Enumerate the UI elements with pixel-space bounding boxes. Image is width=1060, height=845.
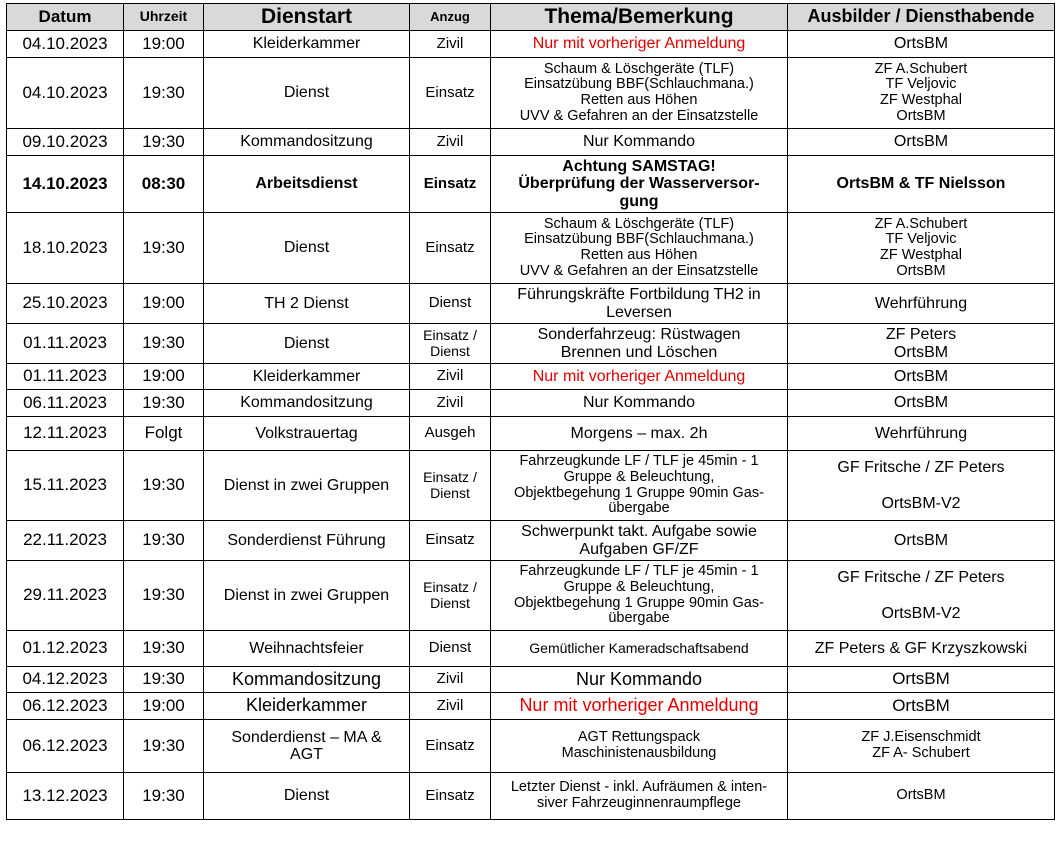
- thema-line: Gruppe & Beleuchtung,: [563, 468, 715, 485]
- anzug-line: Einsatz /: [423, 469, 477, 486]
- thema-line: Maschinistenausbildung: [561, 745, 717, 761]
- anzug-line: Dienst: [428, 294, 472, 312]
- dienstart-line: Kleiderkammer: [252, 367, 361, 385]
- ausbilder-line: OrtsBM: [893, 531, 949, 549]
- thema-line: Nur Kommando: [582, 133, 696, 151]
- ausbilder-line: ZF Westphal: [880, 92, 962, 108]
- thema-line: Überprüfung der Wasserversor-: [518, 175, 760, 193]
- cell-datum: 06.12.2023: [7, 693, 124, 720]
- header-thema: Thema/Bemerkung: [491, 4, 788, 31]
- ausbilder-line: OrtsBM: [892, 669, 950, 689]
- cell-thema: [491, 451, 788, 521]
- thema-line: Aufgaben GF/ZF: [579, 540, 699, 558]
- cell-ausbilder: [788, 390, 1055, 417]
- cell-ausbilder: [788, 58, 1055, 129]
- cell-thema: [491, 129, 788, 156]
- header-row: [7, 4, 1055, 31]
- thema-line: Letzter Dienst - inkl. Aufräumen & inten-: [510, 779, 768, 796]
- cell-datum: 06.11.2023: [7, 390, 124, 417]
- thema-line: Nur mit vorheriger Anmeldung: [519, 695, 759, 716]
- dienstart-line: Kommandositzung: [240, 133, 373, 151]
- cell-datum: 06.12.2023: [7, 720, 124, 773]
- anzug-line: Dienst: [430, 594, 470, 611]
- ausbilder-line: OrtsBM: [896, 787, 946, 804]
- ausbilder-line: ZF Peters & GF Krzyszkowski: [814, 639, 1028, 657]
- thema-line: übergabe: [608, 610, 670, 627]
- cell-uhrzeit: 19:30: [124, 773, 204, 820]
- header-ausbilder: Ausbilder / Diensthabende: [788, 4, 1055, 31]
- dienstart-line: Dienst: [283, 787, 330, 805]
- cell-dienstart: [204, 324, 410, 364]
- table-row: [7, 156, 1055, 213]
- cell-dienstart: [204, 720, 410, 773]
- cell-datum: 09.10.2023: [7, 129, 124, 156]
- table-row: [7, 58, 1055, 129]
- cell-datum: 04.10.2023: [7, 58, 124, 129]
- ausbilder-line: OrtsBM-V2: [881, 604, 961, 622]
- cell-datum: 04.12.2023: [7, 667, 124, 693]
- thema-line: Brennen und Löschen: [560, 343, 718, 361]
- cell-uhrzeit: 19:30: [124, 561, 204, 631]
- cell-dienstart: [204, 667, 410, 693]
- cell-thema: [491, 773, 788, 820]
- cell-dienstart: [204, 451, 410, 521]
- cell-thema: [491, 720, 788, 773]
- table-row: [7, 451, 1055, 521]
- thema-line: Fahrzeugkunde LF / TLF je 45min - 1: [519, 453, 759, 470]
- cell-anzug: [410, 417, 491, 451]
- cell-uhrzeit: 19:30: [124, 324, 204, 364]
- ausbilder-line: OrtsBM: [893, 394, 949, 412]
- cell-anzug: [410, 390, 491, 417]
- table-row: [7, 364, 1055, 390]
- dienstart-line: Dienst: [283, 239, 330, 257]
- thema-line: Nur mit vorheriger Anmeldung: [532, 367, 746, 385]
- cell-uhrzeit: Folgt: [124, 417, 204, 451]
- cell-thema: [491, 667, 788, 693]
- dienstart-line: Kleiderkammer: [245, 695, 368, 716]
- cell-datum: 12.11.2023: [7, 417, 124, 451]
- ausbilder-line: GF Fritsche / ZF Peters: [837, 459, 1005, 477]
- thema-line: Schaum & Löschgeräte (TLF): [543, 215, 735, 232]
- cell-anzug: [410, 324, 491, 364]
- anzug-line: Zivil: [436, 696, 464, 714]
- cell-dienstart: [204, 390, 410, 417]
- cell-anzug: [410, 561, 491, 631]
- cell-ausbilder: [788, 156, 1055, 213]
- cell-thema: [491, 364, 788, 390]
- ausbilder-line: OrtsBM: [893, 367, 949, 385]
- table-row: [7, 284, 1055, 324]
- ausbilder-line: OrtsBM: [893, 133, 949, 151]
- cell-uhrzeit: 19:30: [124, 521, 204, 561]
- dienstart-line: Dienst: [283, 334, 330, 352]
- table-row: [7, 417, 1055, 451]
- cell-dienstart: [204, 521, 410, 561]
- cell-anzug: [410, 58, 491, 129]
- table-row: [7, 773, 1055, 820]
- cell-anzug: [410, 129, 491, 156]
- cell-dienstart: [204, 561, 410, 631]
- thema-line: siver Fahrzeuginnenraumpflege: [537, 795, 741, 811]
- thema-line: Retten aus Höhen: [580, 247, 698, 263]
- table-row: [7, 720, 1055, 773]
- thema-line: Fahrzeugkunde LF / TLF je 45min - 1: [519, 563, 759, 580]
- cell-thema: [491, 31, 788, 58]
- thema-line: Einsatzübung BBF(Schlauchmana.): [524, 231, 754, 248]
- dienstart-line: Dienst in zwei Gruppen: [223, 476, 390, 494]
- cell-thema: [491, 693, 788, 720]
- thema-line: Sonderfahrzeug: Rüstwagen: [537, 326, 741, 344]
- ausbilder-line: OrtsBM-V2: [881, 494, 961, 512]
- cell-uhrzeit: 19:30: [124, 213, 204, 284]
- thema-line: Gemütlicher Kameradschaftsabend: [529, 639, 749, 656]
- cell-dienstart: [204, 364, 410, 390]
- cell-ausbilder: [788, 667, 1055, 693]
- anzug-line: Zivil: [436, 367, 464, 385]
- cell-uhrzeit: 08:30: [124, 156, 204, 213]
- dienstart-line: AGT: [290, 746, 323, 763]
- cell-ausbilder: [788, 364, 1055, 390]
- cell-datum: 15.11.2023: [7, 451, 124, 521]
- thema-line: Einsatzübung BBF(Schlauchmana.): [524, 76, 754, 93]
- anzug-line: Einsatz: [425, 786, 475, 804]
- thema-line: Gruppe & Beleuchtung,: [563, 578, 715, 595]
- cell-thema: [491, 521, 788, 561]
- cell-ausbilder: [788, 129, 1055, 156]
- cell-datum: 18.10.2023: [7, 213, 124, 284]
- table-row: [7, 213, 1055, 284]
- dienstart-line: Arbeitsdienst: [255, 175, 358, 193]
- cell-ausbilder: [788, 31, 1055, 58]
- cell-thema: [491, 284, 788, 324]
- cell-ausbilder: [788, 561, 1055, 631]
- cell-thema: [491, 156, 788, 213]
- cell-ausbilder: [788, 631, 1055, 667]
- header-anzug: Anzug: [410, 4, 491, 31]
- ausbilder-line: ZF A.Schubert: [874, 215, 968, 232]
- thema-line: Objektbegehung 1 Gruppe 90min Gas-: [514, 484, 764, 501]
- cell-thema: [491, 390, 788, 417]
- cell-datum: 01.11.2023: [7, 364, 124, 390]
- thema-line: AGT Rettungspack: [577, 729, 701, 746]
- cell-dienstart: [204, 631, 410, 667]
- anzug-line: Einsatz /: [423, 579, 477, 596]
- dienstart-line: TH 2 Dienst: [264, 294, 349, 312]
- table-row: [7, 561, 1055, 631]
- ausbilder-line: GF Fritsche / ZF Peters: [837, 569, 1005, 587]
- cell-uhrzeit: 19:00: [124, 364, 204, 390]
- ausbilder-line: TF Veljovic: [885, 231, 957, 248]
- cell-anzug: [410, 284, 491, 324]
- ausbilder-line: OrtsBM: [892, 695, 950, 715]
- anzug-line: Einsatz: [425, 736, 475, 754]
- thema-line: UVV & Gefahren an der Einsatzstelle: [519, 262, 759, 279]
- ausbilder-line: ZF A- Schubert: [872, 745, 970, 761]
- cell-dienstart: [204, 31, 410, 58]
- dienstart-line: Kleiderkammer: [252, 35, 361, 53]
- dienstart-line: Volkstrauertag: [255, 424, 358, 442]
- thema-line: gung: [619, 192, 659, 210]
- cell-anzug: [410, 213, 491, 284]
- thema-line: Morgens – max. 2h: [570, 424, 708, 442]
- thema-line: UVV & Gefahren an der Einsatzstelle: [519, 107, 759, 124]
- cell-uhrzeit: 19:30: [124, 667, 204, 693]
- thema-line: Nur Kommando: [575, 668, 703, 689]
- duty-schedule-table: [6, 3, 1055, 820]
- dienstart-line: Sonderdienst Führung: [227, 531, 386, 549]
- cell-datum: 22.11.2023: [7, 521, 124, 561]
- cell-thema: [491, 631, 788, 667]
- cell-anzug: [410, 667, 491, 693]
- table-row: [7, 693, 1055, 720]
- cell-anzug: [410, 720, 491, 773]
- thema-line: Leversen: [606, 303, 672, 321]
- cell-ausbilder: [788, 417, 1055, 451]
- anzug-line: Dienst: [430, 342, 470, 359]
- cell-anzug: [410, 521, 491, 561]
- ausbilder-line: Wehrführung: [874, 294, 968, 312]
- anzug-line: Einsatz: [423, 174, 477, 192]
- table-row: [7, 631, 1055, 667]
- ausbilder-line: OrtsBM: [896, 107, 946, 124]
- cell-thema: [491, 324, 788, 364]
- dienstart-line: Dienst in zwei Gruppen: [223, 586, 390, 604]
- cell-anzug: [410, 31, 491, 58]
- cell-thema: [491, 417, 788, 451]
- header-uhrzeit: Uhrzeit: [124, 4, 204, 31]
- cell-dienstart: [204, 129, 410, 156]
- ausbilder-line: OrtsBM: [893, 35, 949, 53]
- anzug-line: Einsatz: [425, 238, 475, 256]
- cell-datum: 14.10.2023: [7, 156, 124, 213]
- table-row: [7, 31, 1055, 58]
- cell-dienstart: [204, 417, 410, 451]
- table-row: [7, 667, 1055, 693]
- cell-datum: 13.12.2023: [7, 773, 124, 820]
- anzug-line: Einsatz: [425, 83, 475, 101]
- cell-uhrzeit: 19:30: [124, 720, 204, 773]
- cell-ausbilder: [788, 773, 1055, 820]
- cell-dienstart: [204, 773, 410, 820]
- cell-uhrzeit: 19:00: [124, 693, 204, 720]
- anzug-line: Zivil: [436, 670, 464, 688]
- cell-ausbilder: [788, 693, 1055, 720]
- ausbilder-line: TF Veljovic: [885, 76, 957, 93]
- cell-thema: [491, 561, 788, 631]
- cell-uhrzeit: 19:00: [124, 284, 204, 324]
- dienstart-line: Dienst: [283, 84, 330, 102]
- anzug-line: Zivil: [436, 132, 464, 150]
- cell-datum: 29.11.2023: [7, 561, 124, 631]
- table-row: [7, 129, 1055, 156]
- thema-line: übergabe: [608, 500, 670, 517]
- ausbilder-line: [791, 587, 1051, 605]
- dienstart-line: Weihnachtsfeier: [249, 639, 364, 657]
- cell-datum: 04.10.2023: [7, 31, 124, 58]
- cell-ausbilder: [788, 521, 1055, 561]
- cell-dienstart: [204, 284, 410, 324]
- cell-anzug: [410, 364, 491, 390]
- ausbilder-line: ZF A.Schubert: [874, 60, 968, 77]
- anzug-line: Ausgeh: [424, 424, 476, 442]
- cell-dienstart: [204, 156, 410, 213]
- cell-anzug: [410, 631, 491, 667]
- cell-ausbilder: [788, 451, 1055, 521]
- anzug-line: Dienst: [430, 484, 470, 501]
- cell-dienstart: [204, 693, 410, 720]
- cell-datum: 01.11.2023: [7, 324, 124, 364]
- dienstart-line: Sonderdienst – MA &: [231, 728, 382, 746]
- cell-thema: [491, 58, 788, 129]
- cell-dienstart: [204, 213, 410, 284]
- ausbilder-line: ZF J.Eisenschmidt: [861, 729, 981, 746]
- thema-line: Schwerpunkt takt. Aufgabe sowie: [521, 523, 757, 541]
- anzug-line: Dienst: [428, 639, 472, 657]
- cell-anzug: [410, 693, 491, 720]
- ausbilder-line: ZF Westphal: [880, 247, 962, 263]
- dienstart-line: Kommandositzung: [231, 668, 382, 689]
- cell-ausbilder: [788, 720, 1055, 773]
- cell-ausbilder: [788, 324, 1055, 364]
- thema-line: Schaum & Löschgeräte (TLF): [543, 60, 735, 77]
- thema-line: Nur mit vorheriger Anmeldung: [532, 35, 746, 53]
- ausbilder-line: OrtsBM: [896, 262, 946, 279]
- cell-anzug: [410, 451, 491, 521]
- cell-ausbilder: [788, 213, 1055, 284]
- cell-uhrzeit: 19:30: [124, 451, 204, 521]
- ausbilder-line: [791, 477, 1051, 495]
- ausbilder-line: OrtsBM: [893, 343, 949, 361]
- cell-ausbilder: [788, 284, 1055, 324]
- table-row: [7, 390, 1055, 417]
- cell-uhrzeit: 19:30: [124, 631, 204, 667]
- anzug-line: Einsatz /: [423, 327, 477, 344]
- ausbilder-line: ZF Peters: [885, 326, 957, 344]
- thema-line: Nur Kommando: [582, 394, 696, 412]
- cell-uhrzeit: 19:30: [124, 129, 204, 156]
- cell-anzug: [410, 156, 491, 213]
- dienstart-line: Kommandositzung: [240, 394, 373, 412]
- cell-dienstart: [204, 58, 410, 129]
- header-dienstart: Dienstart: [204, 4, 410, 31]
- table-row: [7, 521, 1055, 561]
- anzug-line: Einsatz: [425, 531, 475, 549]
- cell-uhrzeit: 19:30: [124, 390, 204, 417]
- cell-datum: 01.12.2023: [7, 631, 124, 667]
- thema-line: Achtung SAMSTAG!: [562, 158, 716, 176]
- cell-uhrzeit: 19:00: [124, 31, 204, 58]
- cell-anzug: [410, 773, 491, 820]
- anzug-line: Zivil: [436, 393, 464, 411]
- table-row: [7, 324, 1055, 364]
- ausbilder-line: Wehrführung: [874, 424, 968, 442]
- header-datum: Datum: [7, 4, 124, 31]
- thema-line: Objektbegehung 1 Gruppe 90min Gas-: [514, 594, 764, 611]
- cell-thema: [491, 213, 788, 284]
- thema-line: Retten aus Höhen: [580, 92, 698, 108]
- cell-uhrzeit: 19:30: [124, 58, 204, 129]
- cell-datum: 25.10.2023: [7, 284, 124, 324]
- anzug-line: Zivil: [436, 34, 464, 52]
- thema-line: Führungskräfte Fortbildung TH2 in: [517, 286, 761, 304]
- ausbilder-line: OrtsBM & TF Nielsson: [836, 175, 1006, 193]
